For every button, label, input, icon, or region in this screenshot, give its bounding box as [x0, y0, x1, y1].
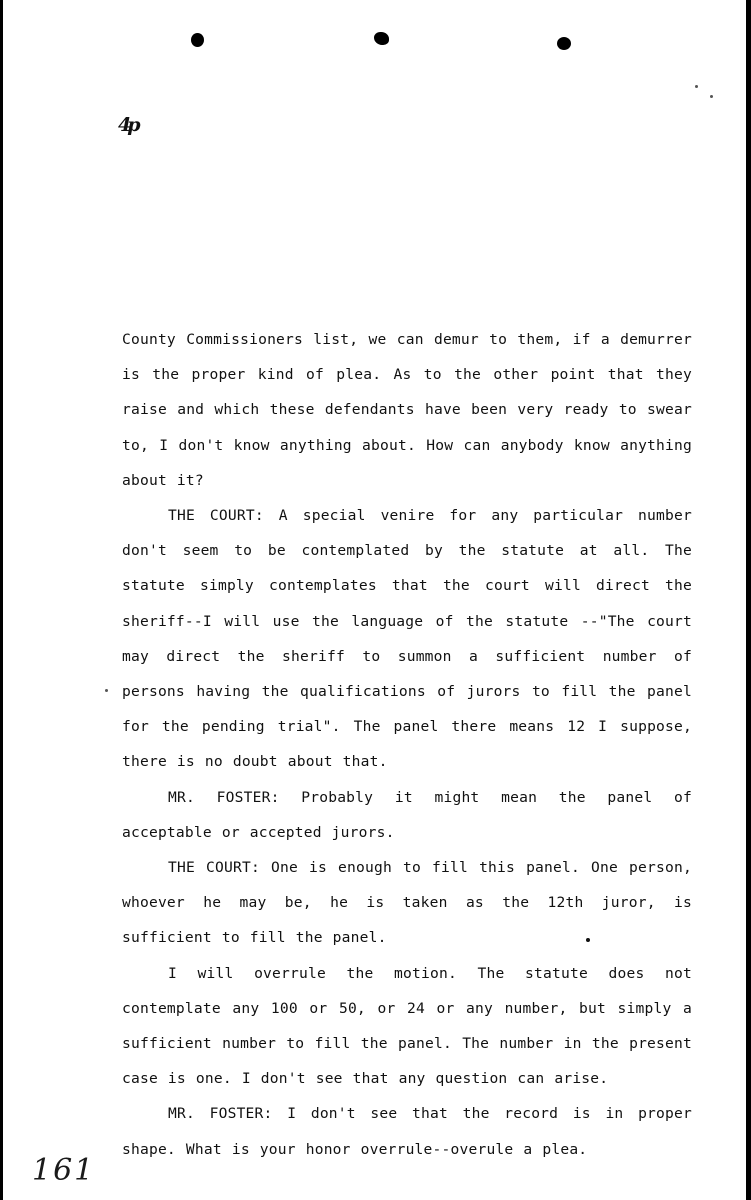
paragraph-text: Probably it might mean the panel of acceptable or accepted jurors.: [122, 788, 692, 841]
speaker-label: THE COURT:: [168, 859, 260, 877]
paragraph: [122, 322, 692, 498]
paragraph: [122, 780, 692, 850]
punch-hole: [557, 37, 571, 50]
paragraph: [122, 1096, 692, 1166]
corner-mark: 4p: [118, 114, 137, 136]
punch-hole: [191, 33, 204, 47]
punch-hole: [374, 32, 389, 45]
paragraph: [122, 956, 692, 1097]
scan-speck: [695, 85, 698, 88]
speaker-label: MR. FOSTER:: [168, 1105, 273, 1123]
handwritten-page-number: 161: [32, 1153, 96, 1188]
paragraph-text: A special venire for any particular number don't seem to be contemplated by the statute at all. The statute simply contemplates that the court will direct the sheriff--I will use the language of the statute --"The court may direct the sheriff to summon a sufficient number of persons having the qualifications of jurors to fill the panel for the pending trial". The panel there means 12 I suppose, there is no doubt about that.: [122, 507, 692, 771]
paragraph: [122, 498, 692, 780]
scan-border-left: [0, 0, 3, 1200]
speaker-label: MR. FOSTER:: [168, 788, 280, 806]
scan-border-right: [746, 0, 751, 1200]
paragraph-text: I don't see that the record is in proper shape. What is your honor overrule--overule a plea.: [122, 1105, 692, 1158]
paragraph-text: One is enough to fill this panel. One person, whoever he may be, he is taken as the 12th juror, is sufficient to fill the panel.: [122, 859, 692, 947]
scan-speck: [105, 689, 108, 692]
scan-speck: [710, 95, 713, 98]
transcript-body: [122, 322, 692, 1167]
paragraph: [122, 850, 692, 956]
paragraph-text: I will overrule the motion. The statute does not contemplate any 100 or 50, or 24 or any number, but simply a sufficient number to fill the panel. The number in the present case is one. I don't see that any question can arise.: [122, 964, 692, 1088]
paragraph-text: County Commissioners list, we can demur to them, if a demurrer is the proper kind of plea. As to the other point that they raise and which these defendants have been very ready to swear to, I don't know anything about. How can anybody know anything about it?: [122, 331, 692, 489]
speaker-label: THE COURT:: [168, 507, 264, 525]
